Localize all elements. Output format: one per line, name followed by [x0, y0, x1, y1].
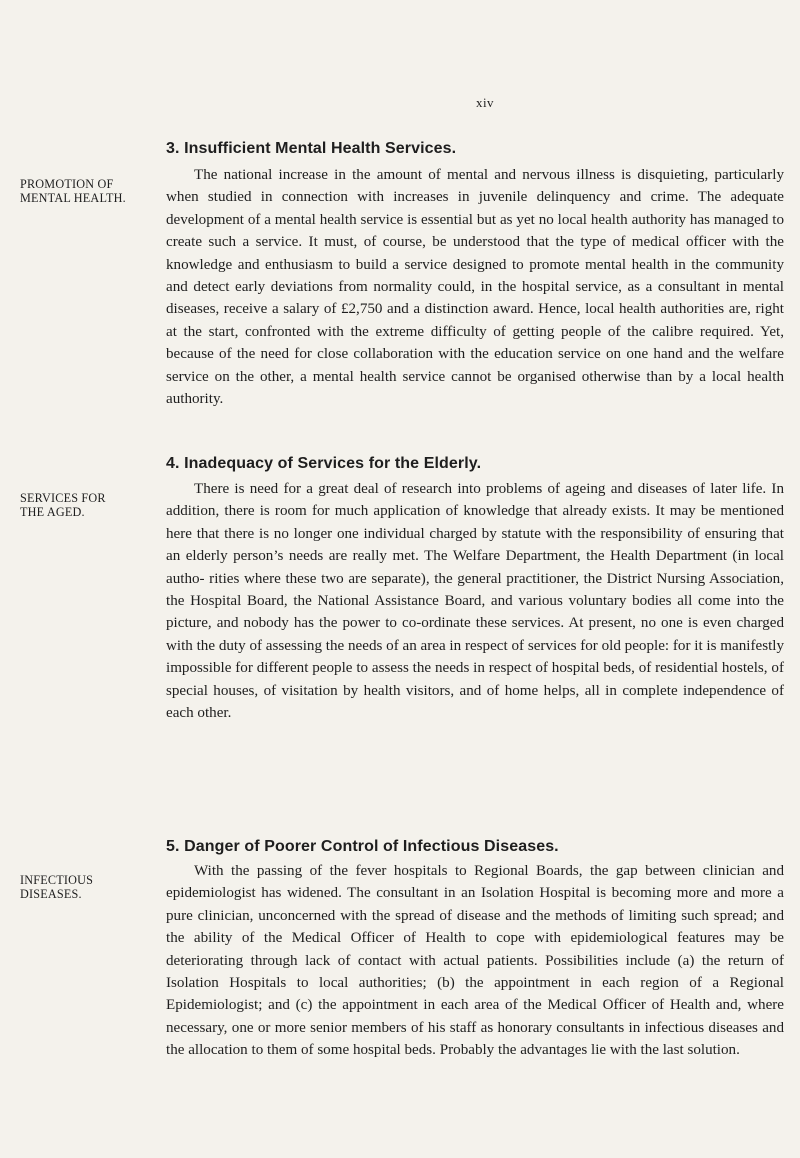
section-heading: 5. Danger of Poorer Control of Infectious Diseases. [166, 838, 559, 855]
section-body: The national increase in the amount of mental and nervous illness is disquieting, particularly when studied in connection with increases in juvenile delinquency and crime. The adequate development of a mental health service is essential but as yet no local health authority has managed to create such a service. It must, of course, be understood that the type of medical officer with the knowledge and enthusiasm to build a service designed to promote mental health in the community and detect early deviations from normality could, in the hospital service, as a consultant in mental diseases, receive a salary of £2,750 and a distinction award. Hence, local health authorities are, right at the start, confronted with the extreme difficulty of getting people of the calibre required. Yet, because of the need for close collaboration with the education service on one hand and the welfare service on the other, a mental health service cannot be organised otherwise than by a local health authority. [166, 167, 784, 408]
section-body: With the passing of the fever hospitals to Regional Boards, the gap between clinician and epidemiologist has widened. The consultant in an Isolation Hospital is becoming more and more a pure clinician, unconcerned with the spread of disease and the methods of limiting such spread; and the ability of the Medical Officer of Health to cope with epidemiological features may be deteriorating through lack of contact with actual patients. Possibilities include (a) the return of Isolation Hospitals to local authorities; (b) the appointment in each region of a Regional Epidemiologist; and (c) the appointment in each area of the Medical Officer of Health and, where necessary, one or more senior members of his staff as honorary consultants in infectious diseases and the allocation to them of some hospital beds. Probably the advantages lie with the last solution. [166, 863, 784, 1059]
margin-note: INFECTIOUS DISEASES. [20, 873, 94, 901]
section-heading: 3. Insufficient Mental Health Services. [166, 140, 457, 157]
section-body: There is need for a great deal of research into problems of ageing and diseases of later life. In addition, there is room for much application of knowledge that already exists. It may be mentioned here that there is no longer one individual charged by statute with the responsibility of ensuring that an elderly person’s needs are really met. The Welfare Department, the Health Department (in local autho- rities where these two are separate), the general practitioner, the District Nursing Association, the Hospital Board, the National Assistance Board, and various voluntary bodies all come into the picture, and nobody has the power to co-ordinate these services. At present, no one is even charged with the duty of assessing the needs of an area in respect of services for old people: for it is manifestly impossible for different people to assess the needs in respect of hospital beds, of residential hostels, of special houses, of visitation by health visitors, and of home helps, all in complete independence of each other. [166, 481, 784, 722]
section-heading: 4. Inadequacy of Services for the Elderly. [166, 455, 482, 472]
margin-note: SERVICES FOR THE AGED. [20, 491, 106, 519]
margin-note: PROMOTION OF MENTAL HEALTH. [20, 177, 126, 205]
page-number: xiv [475, 95, 495, 110]
